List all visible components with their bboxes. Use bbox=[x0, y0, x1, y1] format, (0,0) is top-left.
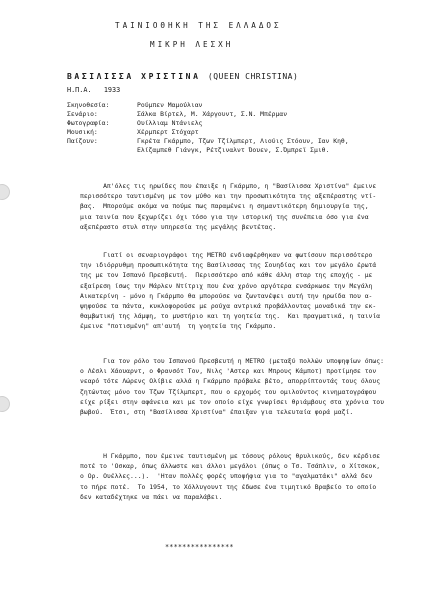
paragraph-line: Αικατερίνη - μόνο η Γκάρμπο θα μπορούσε να ζωντανέψει αυτή την ηρωίδα που α- bbox=[80, 291, 373, 300]
header-club-name: ΜΙΚΡΗ ΛΕΣΧΗ bbox=[150, 40, 234, 49]
credit-label-screenplay: Σενάριο: bbox=[67, 110, 98, 118]
paragraph-line: είχε ρίξει στην αφάνεια και με τον οποίο είχε γνωρίσει θριάμβους στα χρόνια του bbox=[80, 397, 384, 406]
paragraph-line: της με τον Ισπανό Πρεσβευτή. Περισσότερο από κάθε άλλη σταρ της εποχής - με bbox=[80, 271, 373, 280]
film-title-line bbox=[67, 73, 298, 81]
paragraph-line: ο Λέσλι Χάουαρντ, ο Φρανσότ Τον, Νιλς 'Αστερ και Μπρους Κάμποτ) προτίμησε τον bbox=[80, 367, 377, 376]
paragraph-line: περισσότερο ταυτισμένη με τον μύθο και την προσωπικότητα της αξεπέραστης ντί- bbox=[80, 192, 377, 201]
footer-stars-divider: **************** bbox=[165, 543, 234, 551]
paragraph-line: ποτέ το 'Οσκαρ, όπως άλλωστε και άλλοι μεγάλοι (όπως ο Τσ. Τσάπλιν, ο Χίτσκοκ, bbox=[80, 462, 381, 471]
paragraph-line: αξεπέραστο στυλ στην υπηρεσία της μεγάλης βεντέτας. bbox=[80, 222, 277, 231]
paragraph-line: την ιδιόρρυθμη προσωπικότητα της Βασίλισσας της Σουηδίας και τον μεγάλο έρωτά bbox=[80, 261, 377, 270]
paragraph-line: έμεινε "ποτισμένη" απ'αυτή τη γοητεία της Γκάρμπο. bbox=[80, 322, 277, 331]
paragraph-line: Για τον ρόλο του Ισπανού Πρεσβευτή η METRO (μεταξύ πολλών υποψηφίων όπως: bbox=[80, 357, 384, 365]
paragraph-line: θαμβωτική της λάμψη, το μυστήριο και τη γοητεία της. Και πραγματικά, η ταινία bbox=[80, 312, 381, 321]
credit-label-cast: Παίζουν: bbox=[67, 137, 98, 145]
punch-hole-bottom bbox=[0, 396, 10, 412]
paragraph-line: ο Ορ. Ουέλλες...). 'Ηταν πολλές φορές υποψήφια για το "αγαλματάκι" αλλά δεν bbox=[80, 472, 373, 481]
paragraph-line: Η Γκάρμπο, που έμεινε ταυτισμένη με τόσους ρόλους θρυλικούς, δεν κέρδισε bbox=[80, 452, 381, 460]
film-title: ΒΑΣΙΛΙΣΣΑ ΧΡΙΣΤΙΝΑ bbox=[67, 72, 201, 81]
paragraph-line: ζητώντας μόνο τον Τζων Τζίλμπερτ, που ο ερχομός του ομιλούντος κινηματογράφου bbox=[80, 387, 377, 396]
paragraph-4 bbox=[80, 451, 410, 502]
paragraph-line: νεαρό τότε Λώρενς Ολίβιε αλλά η Γκάρμπο πρόβαλε βέτο, απορρίπτοντάς τους όλους bbox=[80, 377, 381, 386]
credit-label-music: Μουσική: bbox=[67, 128, 98, 136]
paragraph-line: δεν καταδέχτηκε να πάει να παραλάβει. bbox=[80, 492, 223, 501]
paragraph-line: βας. Μπορούμε ακόμα να πούμε πως παραμένει η σημαντικότερη δημιουργία της, bbox=[80, 202, 369, 211]
credit-value-cast-line2: Ελίζαμπεθ Γιάνγκ, Ρέτζιναλντ Όουεν, Σ.Όμπρεϊ Σμιθ. bbox=[137, 146, 330, 154]
paragraph-line: Απ'όλες τις ηρωίδες που έπαιξε η Γκάρμπο, η "Βασίλισσα Χριστίνα" έμεινε bbox=[80, 182, 377, 190]
paragraph-2 bbox=[80, 250, 410, 332]
paragraph-1 bbox=[80, 181, 410, 232]
film-country-year: Η.Π.Α. 1933 bbox=[67, 86, 121, 94]
film-original-title: (QUEEN CHRISTINA) bbox=[207, 72, 299, 81]
paragraph-line: εξαίρεση ίσως την Μάρλεν Ντίτριχ που ένα χρόνο αργότερα ενσάρκωσε την Μεγάλη bbox=[80, 281, 373, 290]
credit-value-cast-line1: Γκρέτα Γκάρμπο, Τζων Τζίλμπερτ, Λιούις Στόουν, Ιαν Κηθ, bbox=[137, 137, 349, 145]
header-archive-name: ΤΑΙΝΙΟΘΗΚΗ ΤΗΣ ΕΛΛΑΔΟΣ bbox=[115, 21, 282, 30]
paragraph-line: Γιατί οι σεναριογράφοι της METRO ενδιαφέρθηκαν να φωτίσουν περισσότερο bbox=[80, 251, 373, 259]
punch-hole-top bbox=[0, 184, 10, 200]
paragraph-line: μια ταινία που ξεχωρίζει όχι τόσο για την ιστορική της συνέπεια όσο για ένα bbox=[80, 212, 369, 221]
paragraph-line: βωβού. Έτσι, στη "Βασίλισσα Χριστίνα" έπαιξαν για τελευταία φορά μαζί. bbox=[80, 408, 354, 417]
credit-value-photography: Ουίλλιαμ Ντάνιελς bbox=[137, 119, 203, 127]
credit-label-director: Σκηνοθεσία: bbox=[67, 101, 110, 109]
credit-value-music: Χέρμπερτ Στόχαρτ bbox=[137, 128, 199, 136]
paragraph-line: ψηφούσε τα πάντα, κυκλοφορούσε με ρούχα αντρικά προβάλλοντας μοναδικά την εκ- bbox=[80, 302, 377, 311]
credit-value-director: Ρούμπεν Μαμούλιαν bbox=[137, 101, 203, 109]
paragraph-line: το πήρε ποτέ. Το 1954, το Χόλλυγουντ της έδωσε ένα τιμητικό Βραβείο το οποίο bbox=[80, 482, 377, 491]
credit-label-photography: Φωτογραφία: bbox=[67, 119, 110, 127]
credit-value-screenplay: Σάλκα Βίρτελ, Μ. Χάργουντ, Σ.Ν. Μπέρμαν bbox=[137, 110, 288, 118]
paragraph-3 bbox=[80, 356, 410, 417]
